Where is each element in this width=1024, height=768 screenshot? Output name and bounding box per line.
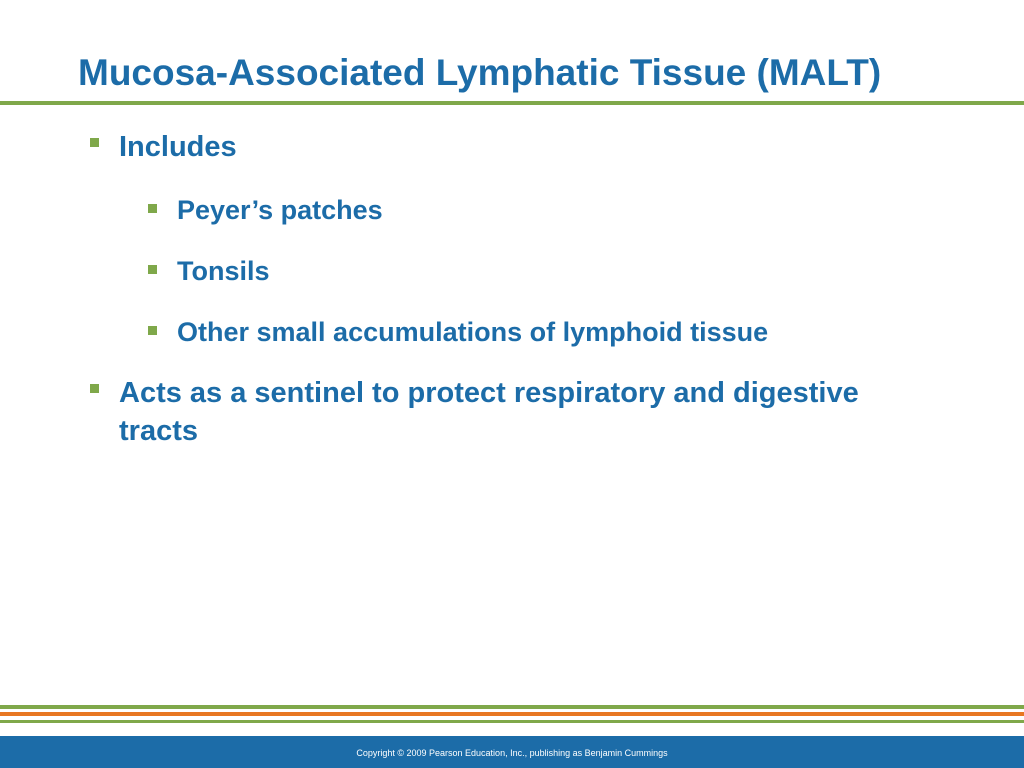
footer-stripe-gap [0,723,1024,726]
title-divider [0,101,1024,105]
sub-bullet-other-lymphoid [148,315,968,349]
square-bullet-icon [90,138,99,147]
bullet-includes [90,128,850,166]
copyright-text: Copyright © 2009 Pearson Education, Inc., publishing as Benjamin Cummings [356,748,668,758]
bullet-text: Includes [119,131,237,163]
footer-stripes [0,705,1024,726]
footer-bar [0,736,1024,768]
sub-bullet-text: Peyer’s patches [177,195,383,225]
bullet-sentinel [90,374,860,450]
sub-bullet-peyers-patches [148,193,968,227]
square-bullet-icon [90,384,99,393]
slide-title: Mucosa-Associated Lymphatic Tissue (MALT) [78,52,882,93]
square-bullet-icon [148,326,157,335]
bullet-text: Acts as a sentinel to protect respiratory and digestive tracts [119,377,859,447]
sub-bullet-text: Other small accumulations of lymphoid tissue [177,317,769,347]
sub-bullet-tonsils [148,254,968,288]
sub-bullet-text: Tonsils [177,256,270,286]
square-bullet-icon [148,265,157,274]
square-bullet-icon [148,204,157,213]
